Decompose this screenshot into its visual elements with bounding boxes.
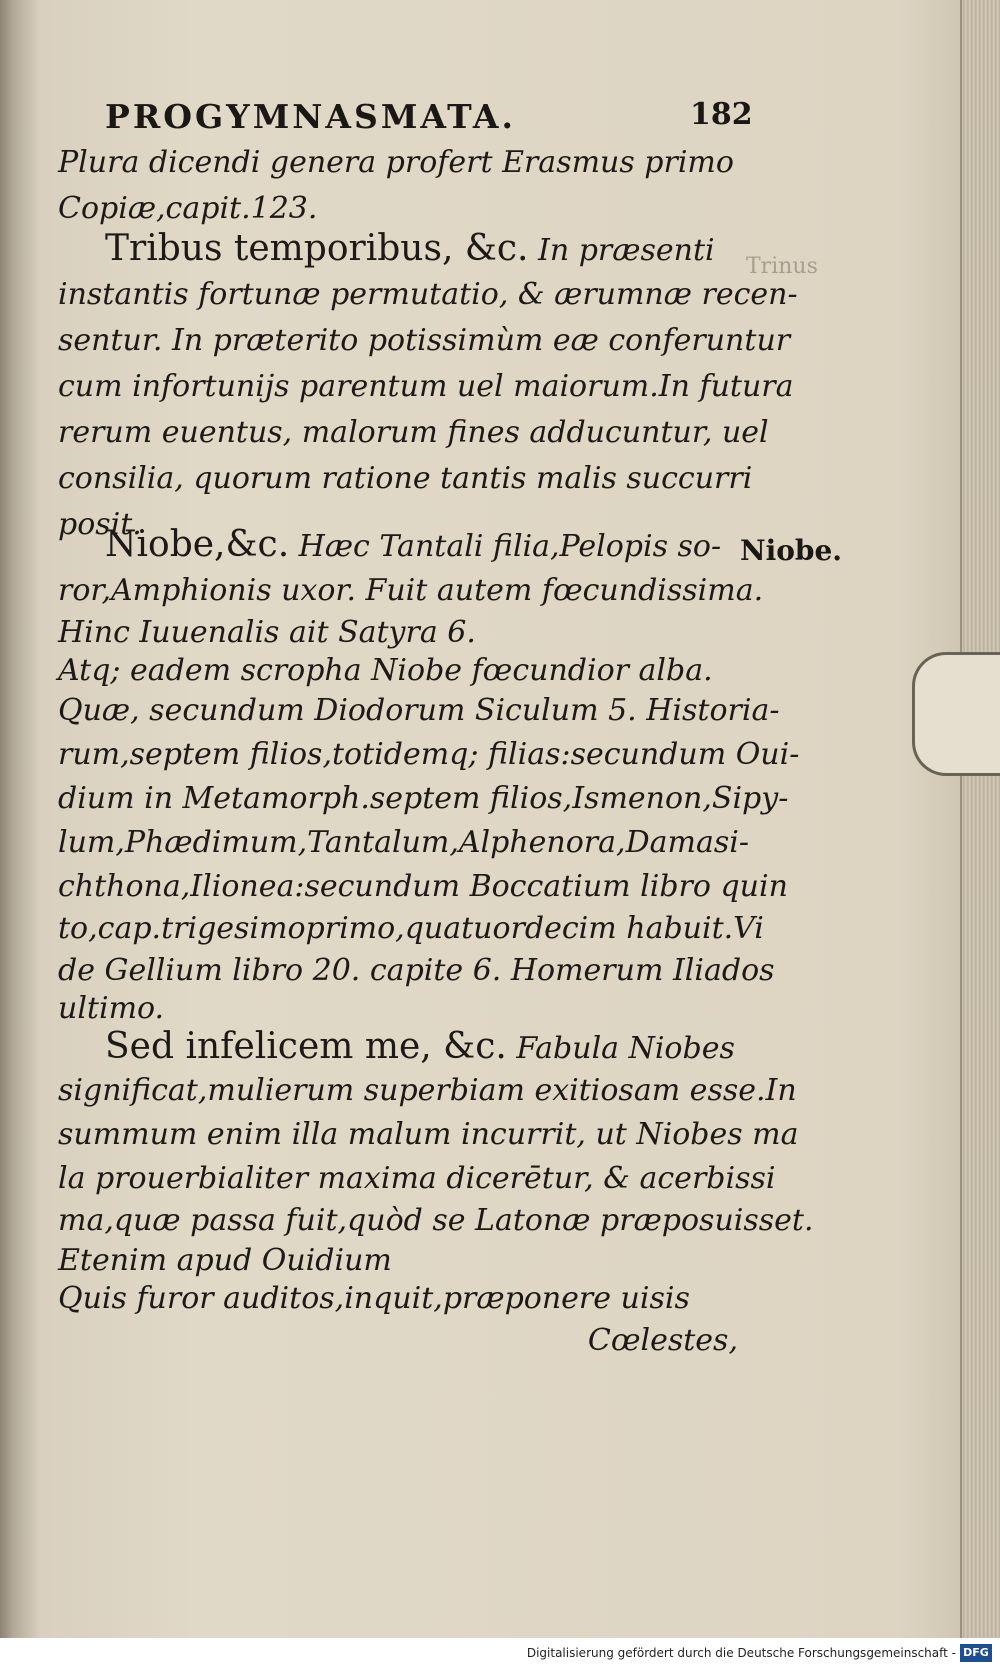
text-line (58, 776, 789, 822)
line-text: Hæc Tantali filia,Pelopis so- (289, 529, 722, 564)
bleed-through-mark: Trinus (746, 254, 818, 279)
text-line (58, 364, 794, 410)
text-line (105, 226, 785, 272)
text-line (58, 688, 780, 734)
line-text: to,cap.trigesimoprimo,quatuordecim habuit.Vi (58, 911, 764, 946)
text-line (58, 318, 791, 364)
text-line (58, 568, 764, 614)
running-header: PROGYMNASMATA. (105, 97, 517, 136)
line-text: Quæ, secundum Diodorum Siculum 5. Historia- (58, 693, 780, 728)
text-line (58, 1112, 799, 1158)
line-text: In præsenti (528, 233, 715, 268)
text-line (58, 732, 800, 778)
line-text: instantis fortunæ permutatio, & ærumnæ recen- (58, 277, 798, 312)
line-text: cum infortunijs parentum uel maiorum.In futura (58, 369, 794, 404)
line-text: rum,septem filios,totidemq; filias:secundum Oui- (58, 737, 800, 772)
line-text: posit. (58, 507, 142, 542)
line-text: lum,Phædimum,Tantalum,Alphenora,Damasi- (58, 825, 749, 860)
text-line (58, 906, 764, 952)
line-text: summum enim illa malum incurrit, ut Niobes ma (58, 1117, 799, 1152)
line-text: significat,mulierum superbiam exitiosam esse.In (58, 1073, 797, 1108)
line-text: ror,Amphionis uxor. Fuit autem fœcundissima. (58, 573, 764, 608)
text-line (58, 1068, 797, 1114)
footer-bar (0, 1638, 1000, 1669)
line-text: la prouerbialiter maxima dicerētur, & acerbissi (58, 1161, 776, 1196)
text-line (58, 272, 798, 318)
line-text: Plura dicendi genera profert Erasmus primo (58, 145, 734, 180)
line-text: ultimo. (58, 991, 165, 1026)
line-text: Cœlestes, (587, 1323, 738, 1358)
line-text: Fabula Niobes (506, 1031, 735, 1066)
text-line (58, 456, 753, 502)
line-text: Hinc Iuuenalis ait Satyra 6. (58, 615, 476, 650)
margin-note: Niobe. (740, 534, 843, 567)
text-line (58, 1276, 738, 1322)
line-text: sentur. In præterito potissimùm eæ conferuntur (58, 323, 791, 358)
lemma: Niobe,&c. (105, 524, 290, 565)
folio-number: 182 (690, 97, 753, 132)
text-line (58, 820, 749, 866)
line-text: ma,quæ passa fuit,quòd se Latonæ præposuisset. (58, 1203, 814, 1238)
line-text: Atq; eadem scropha Niobe fœcundior alba. (58, 653, 713, 688)
dfg-logo: DFG (960, 1644, 992, 1662)
clasp-tab (912, 652, 1000, 776)
text-line (58, 1318, 738, 1364)
footer-credit: Digitalisierung gefördert durch die Deutsche Forschungsgemeinschaft - (526, 1646, 956, 1660)
line-text: Copiæ,capit.123. (58, 191, 318, 226)
line-text: rerum euentus, malorum fines adducuntur, uel (58, 415, 769, 450)
line-text: Etenim apud Ouidium (58, 1243, 392, 1278)
lemma: Sed infelicem me, &c. (105, 1026, 507, 1067)
text-line (58, 1156, 776, 1202)
lemma: Tribus temporibus, &c. (105, 228, 529, 269)
text-line (58, 864, 788, 910)
line-text: Quis furor auditos,inquit,præponere uisis (58, 1281, 690, 1316)
line-text: dium in Metamorph.septem filios,Ismenon,Sipy- (58, 781, 789, 816)
line-text: consilia, quorum ratione tantis malis succurri (58, 461, 753, 496)
text-line (105, 1024, 785, 1070)
line-text: chthona,Ilionea:secundum Boccatium libro quin (58, 869, 788, 904)
text-line (58, 410, 769, 456)
text-line (58, 140, 738, 186)
page-edges (960, 0, 1000, 1638)
text-line (105, 522, 785, 568)
line-text: de Gellium libro 20. capite 6. Homerum Iliados (58, 953, 775, 988)
